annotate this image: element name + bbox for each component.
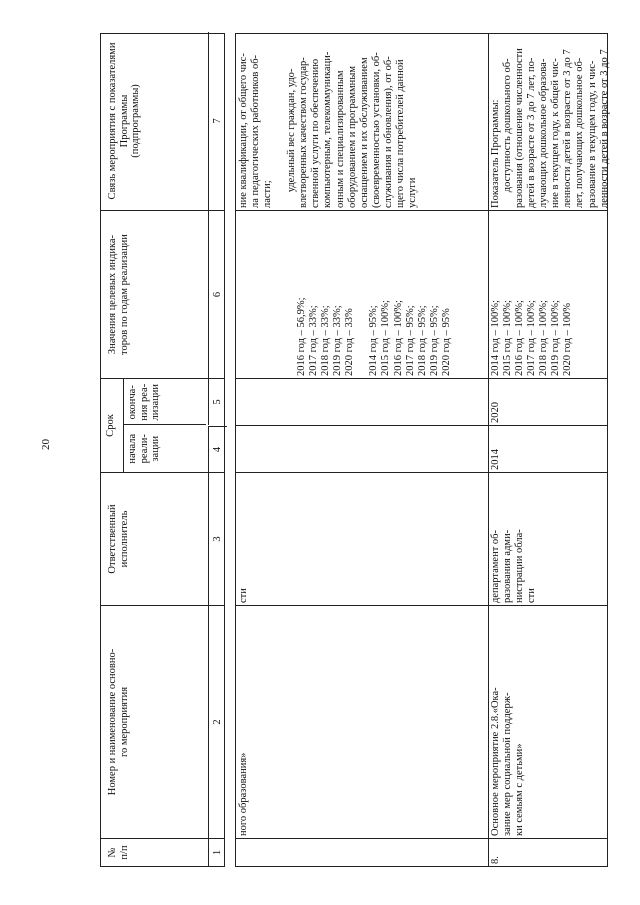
table-body — [235, 33, 608, 867]
header-col-values — [101, 210, 224, 378]
header-term-label: Срок — [105, 414, 116, 437]
column-number-1: 1 — [208, 839, 227, 866]
row2-end: 2020 — [490, 402, 501, 423]
header-col-executor — [101, 472, 224, 605]
row2-name: Основное мероприятие 2.8.«Ока- зание мер социальной поддерж- ки семьям с детьми» — [490, 687, 526, 836]
header-start-label: начала реали- зации — [127, 433, 162, 464]
row1-link: ние квалификации, от общего чис- ла педагогических работников об- ласти; удельный вес граждан, удо- влетворенных качеством государ- ственной услуги по обеспечению компьютерным, телекоммуникаци- онным и специализированным оборудованием и программным оснащением и их обслуживанием (своевременностью установки, об- служивания и обновления), от об- щего числа потребителей данной услуги — [238, 51, 418, 208]
row1-executor: сти — [238, 588, 249, 603]
header-end-cell — [124, 379, 206, 426]
header-col-link — [101, 32, 224, 210]
row1-name: ного образования» — [238, 752, 249, 836]
row2-link: Показатель Программы: доступность дошкольного об- разования (отношение численности детей в возрасте от 3 до 7 лет, по- лучающих дошкольное образова- ние в текущем году, к общей чис- ленности детей в возрасте от 3 до 7 лет, получающих дошкольное об- разование в текущем году, и чис- ленности детей в возрасте от 3 до 7 — [490, 48, 610, 208]
header-executor-label: Ответственный исполнитель — [107, 504, 130, 574]
column-number-6: 6 — [208, 211, 227, 378]
header-col-term — [101, 378, 224, 472]
header-col-name — [101, 605, 224, 838]
column-number-3: 3 — [208, 473, 227, 605]
page-number: 20 — [40, 439, 52, 450]
column-number-5: 5 — [208, 379, 227, 425]
row1-values: 2016 год – 56,9%; 2017 год – 33%; 2018 год – 33%; 2019 год – 33%; 2020 год – 33% 2014 год – 95%; 2015 год – 100%; 2016 год – 100%; 2017 год – 95%; 2018 год – 95%; 2019 год – 95%; 2020 год – 95% — [296, 297, 452, 376]
column-number-4: 4 — [208, 426, 227, 472]
column-number-7: 7 — [208, 32, 227, 210]
table-row — [236, 34, 489, 866]
header-link-label: Связь мероприятия с показателями Программы (подпрограммы) — [107, 42, 142, 200]
rotated-table — [100, 33, 608, 867]
table-row — [488, 34, 609, 866]
header-name-label: Номер и наименование основно- го мероприятия — [107, 648, 130, 796]
header-start-cell — [124, 425, 206, 473]
table-header — [100, 33, 225, 867]
row2-executor: департамент об- разования адми- нистрации обла- сти — [490, 529, 538, 603]
header-values-label: Значения целевых индика- торов по годам реализации — [107, 234, 130, 355]
header-num-label: № п/п — [107, 845, 130, 860]
row2-start: 2014 — [490, 449, 501, 470]
header-term-subcolumns — [123, 379, 206, 472]
header-col-num — [101, 838, 224, 866]
header-end-label: оконча- ния реа- лизации — [127, 383, 162, 421]
column-number-2: 2 — [208, 606, 227, 838]
row2-num: 8. — [490, 856, 501, 864]
row2-values: 2014 год – 100%; 2015 год – 100%; 2016 год – 100%; 2017 год – 100%; 2018 год – 100%; 2019 год – 100%; 2020 год – 100% — [490, 300, 574, 376]
